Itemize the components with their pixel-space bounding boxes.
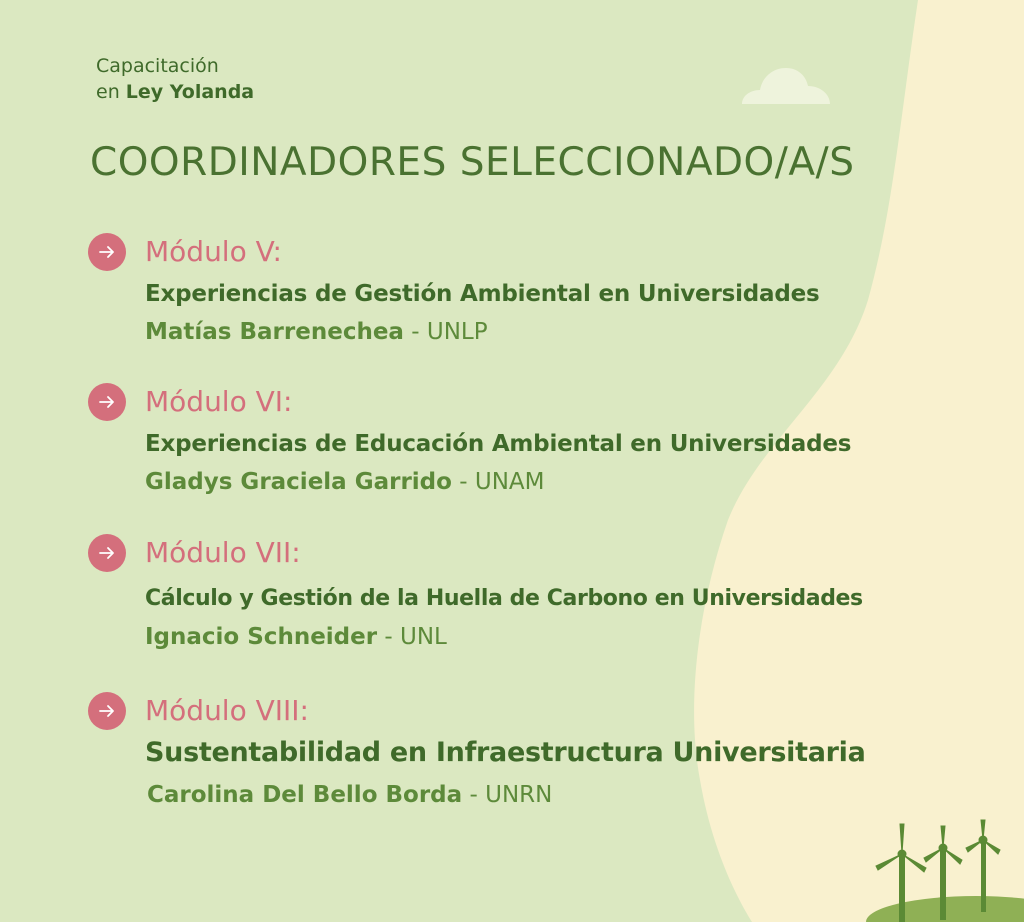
- separator: -: [384, 624, 393, 650]
- header-line-2-prefix: en: [96, 81, 126, 103]
- arrow-right-icon: [88, 534, 126, 572]
- header-line-1: Capacitación: [96, 55, 219, 77]
- page-title: COORDINADORES SELECCIONADO/A/S: [90, 140, 855, 185]
- module-course: Experiencias de Educación Ambiental en Universidades: [145, 431, 852, 457]
- wind-turbine-icon: [866, 818, 1024, 922]
- coordinator-name: Ignacio Schneider: [145, 624, 378, 650]
- university: UNL: [400, 624, 447, 650]
- cloud-icon: [740, 52, 832, 106]
- coordinator-name: Matías Barrenechea: [145, 319, 404, 345]
- separator: -: [411, 319, 420, 345]
- module-label: Módulo VI:: [145, 385, 293, 418]
- module-course: Cálculo y Gestión de la Huella de Carbono en Universidades: [145, 586, 863, 611]
- coordinator-name: Gladys Graciela Garrido: [145, 469, 452, 495]
- arrow-right-icon: [88, 383, 126, 421]
- coordinator-name: Carolina Del Bello Borda: [147, 782, 463, 808]
- module-course: Experiencias de Gestión Ambiental en Universidades: [145, 281, 820, 307]
- module-label: Módulo VIII:: [145, 694, 309, 727]
- header-line-2-strong: Ley Yolanda: [125, 81, 255, 103]
- arrow-right-icon: [88, 233, 126, 271]
- arrow-right-icon: [88, 692, 126, 730]
- module-label: Módulo VII:: [145, 536, 301, 569]
- separator: -: [459, 469, 468, 495]
- module-coordinator: [145, 622, 447, 652]
- header-line-2: [96, 79, 254, 105]
- module-coordinator: [145, 467, 545, 497]
- module-course: Sustentabilidad en Infraestructura Universitaria: [145, 737, 866, 768]
- module-coordinator: [147, 780, 552, 810]
- header-label: [96, 53, 254, 105]
- university: UNLP: [426, 319, 488, 345]
- university: UNRN: [485, 782, 553, 808]
- university: UNAM: [474, 469, 545, 495]
- module-label: Módulo V:: [145, 235, 282, 268]
- module-coordinator: [145, 317, 488, 347]
- separator: -: [469, 782, 478, 808]
